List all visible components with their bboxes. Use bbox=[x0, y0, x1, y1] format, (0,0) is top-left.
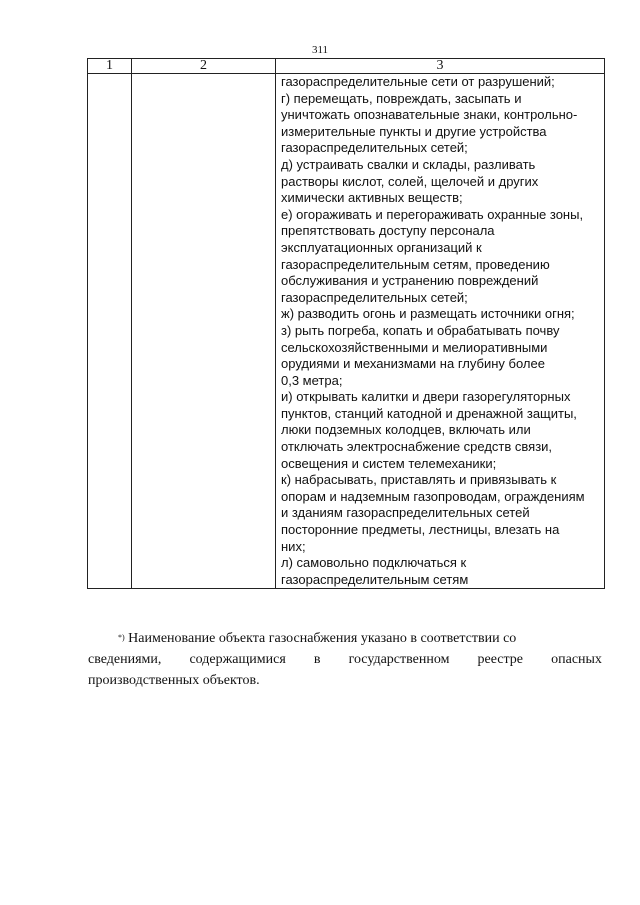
column-header-1: 1 bbox=[88, 59, 132, 74]
text-line: ж) разводить огонь и размещать источники огня; bbox=[281, 306, 575, 322]
text-line: измерительные пункты и другие устройства bbox=[281, 123, 547, 139]
text-line: газораспределительным сетям, проведению bbox=[281, 256, 550, 272]
footnote-word: содержащимися bbox=[189, 652, 286, 667]
text-line: газораспределительным сетям bbox=[281, 571, 469, 587]
footnote-word: в bbox=[313, 652, 321, 667]
footnote-word: реестре bbox=[477, 652, 524, 667]
text-line: газораспределительные сети от разрушений; bbox=[281, 74, 555, 89]
text-line: л) самовольно подключаться к bbox=[281, 555, 467, 571]
text-line: д) устраивать свалки и склады, разливать bbox=[281, 156, 536, 172]
text-line: газораспределительных сетей; bbox=[281, 289, 468, 305]
footnote-line-2 bbox=[88, 649, 602, 670]
footnote bbox=[88, 628, 602, 691]
column-3-text bbox=[276, 74, 604, 588]
text-line: газораспределительных сетей; bbox=[281, 140, 468, 156]
text-line: растворы кислот, солей, щелочей и других bbox=[281, 173, 539, 189]
text-line: отключать электроснабжение средств связи, bbox=[281, 439, 553, 455]
text-line: и зданиям газораспределительных сетей bbox=[281, 505, 530, 521]
footnote-text-1: Наименование объекта газоснабжения указано в соответствии со bbox=[128, 631, 517, 646]
text-line: уничтожать опознавательные знаки, контрольно- bbox=[281, 107, 578, 123]
column-1-cell bbox=[88, 74, 132, 589]
column-header-3: 3 bbox=[276, 59, 605, 74]
footnote-marker: *) bbox=[118, 633, 125, 642]
text-line: г) перемещать, повреждать, засыпать и bbox=[281, 90, 522, 106]
footnote-line-1 bbox=[88, 628, 602, 649]
text-line: химически активных веществ; bbox=[281, 190, 463, 206]
column-3-cell bbox=[276, 74, 605, 589]
footnote-line-3: производственных объектов. bbox=[88, 673, 260, 688]
page-number: 311 bbox=[311, 44, 329, 56]
text-line: сельскохозяйственными и мелиоративными bbox=[281, 339, 548, 355]
text-line: них; bbox=[281, 538, 306, 554]
text-line: е) огораживать и перегораживать охранные зоны, bbox=[281, 206, 584, 222]
text-line: эксплуатационных организаций к bbox=[281, 239, 482, 255]
text-line: з) рыть погреба, копать и обрабатывать почву bbox=[281, 322, 560, 338]
text-line: обслуживания и устранению повреждений bbox=[281, 273, 539, 289]
column-2-cell bbox=[132, 74, 276, 589]
footnote-word: опасных bbox=[551, 652, 602, 667]
text-line: к) набрасывать, приставлять и привязывать к bbox=[281, 472, 557, 488]
text-line: и) открывать калитки и двери газорегуляторных bbox=[281, 389, 571, 405]
table-row bbox=[88, 74, 605, 589]
text-line: опорам и надземным газопроводам, ограждениям bbox=[281, 488, 585, 504]
text-line: пунктов, станций катодной и дренажной защиты, bbox=[281, 405, 577, 421]
text-line: препятствовать доступу персонала bbox=[281, 223, 495, 239]
text-line: освещения и систем телемеханики; bbox=[281, 455, 497, 471]
footnote-word: государственном bbox=[348, 652, 450, 667]
table-header-row bbox=[88, 59, 605, 74]
text-line: посторонние предметы, лестницы, влезать на bbox=[281, 522, 560, 538]
document-table bbox=[87, 58, 605, 589]
text-line: люки подземных колодцев, включать или bbox=[281, 422, 531, 438]
text-line: орудиями и механизмами на глубину более bbox=[281, 356, 545, 372]
text-line: 0,3 метра; bbox=[281, 372, 343, 388]
column-header-2: 2 bbox=[132, 59, 276, 74]
footnote-word: сведениями, bbox=[88, 652, 162, 667]
